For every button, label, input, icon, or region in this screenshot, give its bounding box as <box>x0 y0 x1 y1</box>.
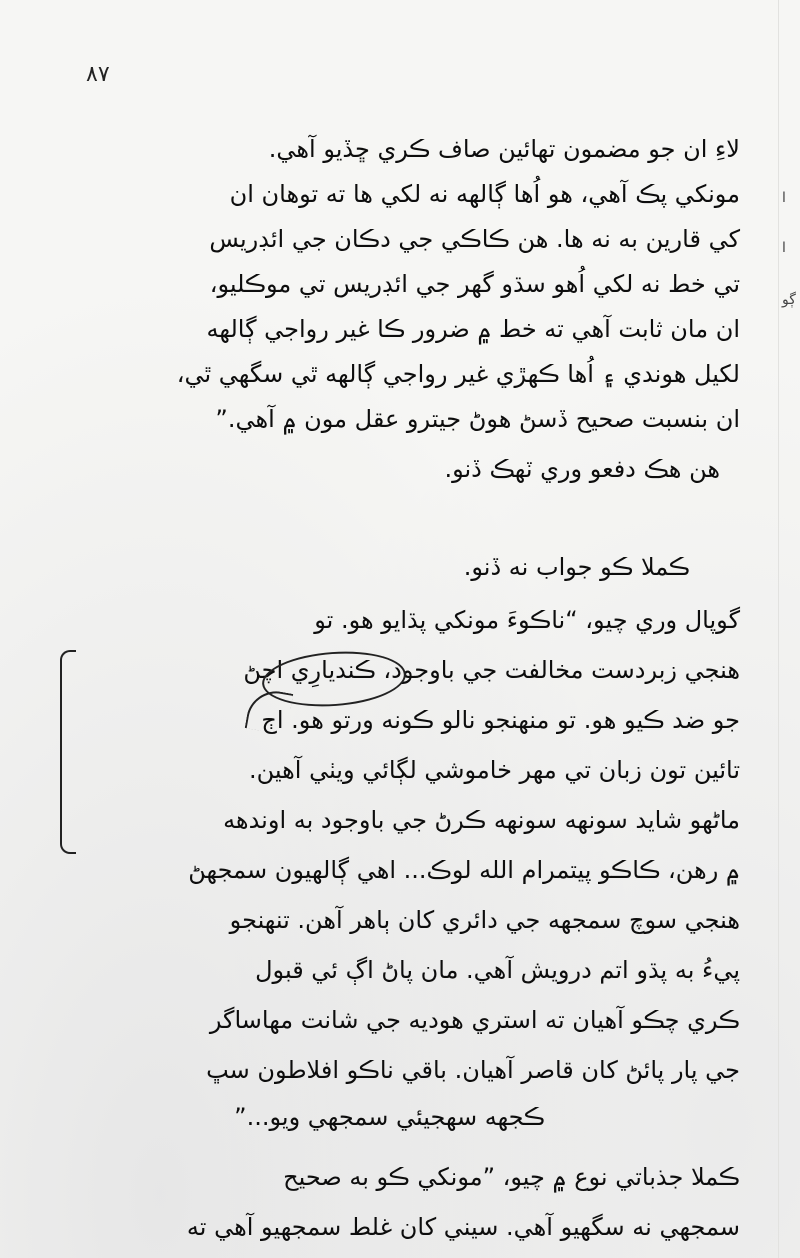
text-line: مونکي پڪ آهي، هو اُها ڳالهه نه لکي ها ته توهان ان <box>229 180 740 208</box>
text-line: هنجي زبردست مخالفت جي باوجود، ڪنديارِي اچڻ <box>243 656 740 684</box>
text-line: هن هڪ دفعو وري ٽهڪ ڏنو. <box>444 455 720 483</box>
margin-rule <box>778 0 779 1258</box>
margin-mark: ا <box>782 240 786 256</box>
margin-mark: ڳو <box>782 292 796 308</box>
margin-mark: ا <box>782 190 786 206</box>
text-line: تي خط نه لکي اُهو سڌو گهر جي ائڊريس تي موڪليو، <box>209 270 740 298</box>
text-line: کي قارين به نه ها. هن ڪاڪي جي دڪان جي ائڊريس <box>209 225 740 253</box>
text-line: جي پار پائڻ کان قاصر آهيان. باقي ناڪو افلاطون سڀ <box>206 1056 740 1084</box>
text-line: لکيل هوندي ۽ اُها ڪهڙي غير رواجي ڳالهه ٿي سگهي ٿي، <box>176 360 740 388</box>
pen-bracket-annotation <box>60 650 76 854</box>
text-line: ڪجهه سهجيئي سمجهي ويو...” <box>234 1103 545 1131</box>
text-line: سمجهي نه سگهيو آهي. سيني کان غلط سمجهيو آهي ته <box>186 1213 740 1241</box>
text-line: ڪملا ڪو جواب نه ڏنو. <box>463 553 690 581</box>
page-number: ٨٧ <box>86 62 110 87</box>
text-line: ان بنسبت صحيح ڏسڻ هوڻ جيترو عقل مون ۾ آهي.” <box>215 405 740 433</box>
text-line: لاءِ ان جو مضمون تهائين صاف ڪري ڇڏيو آهي. <box>268 135 740 163</box>
pen-circle-tail <box>245 687 294 736</box>
text-line: ماڻهو شايد سونهه سونهه ڪرڻ جي باوجود به اوندهه <box>223 806 740 834</box>
text-line: پيءُ به پڌو اتم درويش آهي. مان پاڻ اڳ ئي قبول <box>255 956 740 984</box>
text-line: ان مان ثابت آهي ته خط ۾ ضرور ڪا غير رواجي ڳالهه <box>206 315 740 343</box>
text-line: ڪملا جذباتي نوع ۾ چيو، ”مونکي ڪو به صحيح <box>283 1163 740 1191</box>
text-line: جو ضد ڪيو هو. تو منهنجو نالو ڪونه ورتو هو. اڄ <box>261 706 740 734</box>
text-line: گوپال وري چيو، “ناڪوءَ مونکي پڌايو هو. تو <box>314 606 740 634</box>
text-line: هنجي سوچ سمجهه جي دائري کان ٻاهر آهن. تنهنجو <box>229 906 740 934</box>
text-line: تائين تون زبان تي مهر خاموشي لڳائي ويٺي آهين. <box>248 756 740 784</box>
text-line: ۾ رهن، ڪاڪو پيتمرام الله لوڪ... اهي ڳالهيون سمجهڻ <box>188 856 740 884</box>
text-line: ڪري چڪو آهيان ته استري هوديه جي شانت مهاساگر <box>209 1006 740 1034</box>
